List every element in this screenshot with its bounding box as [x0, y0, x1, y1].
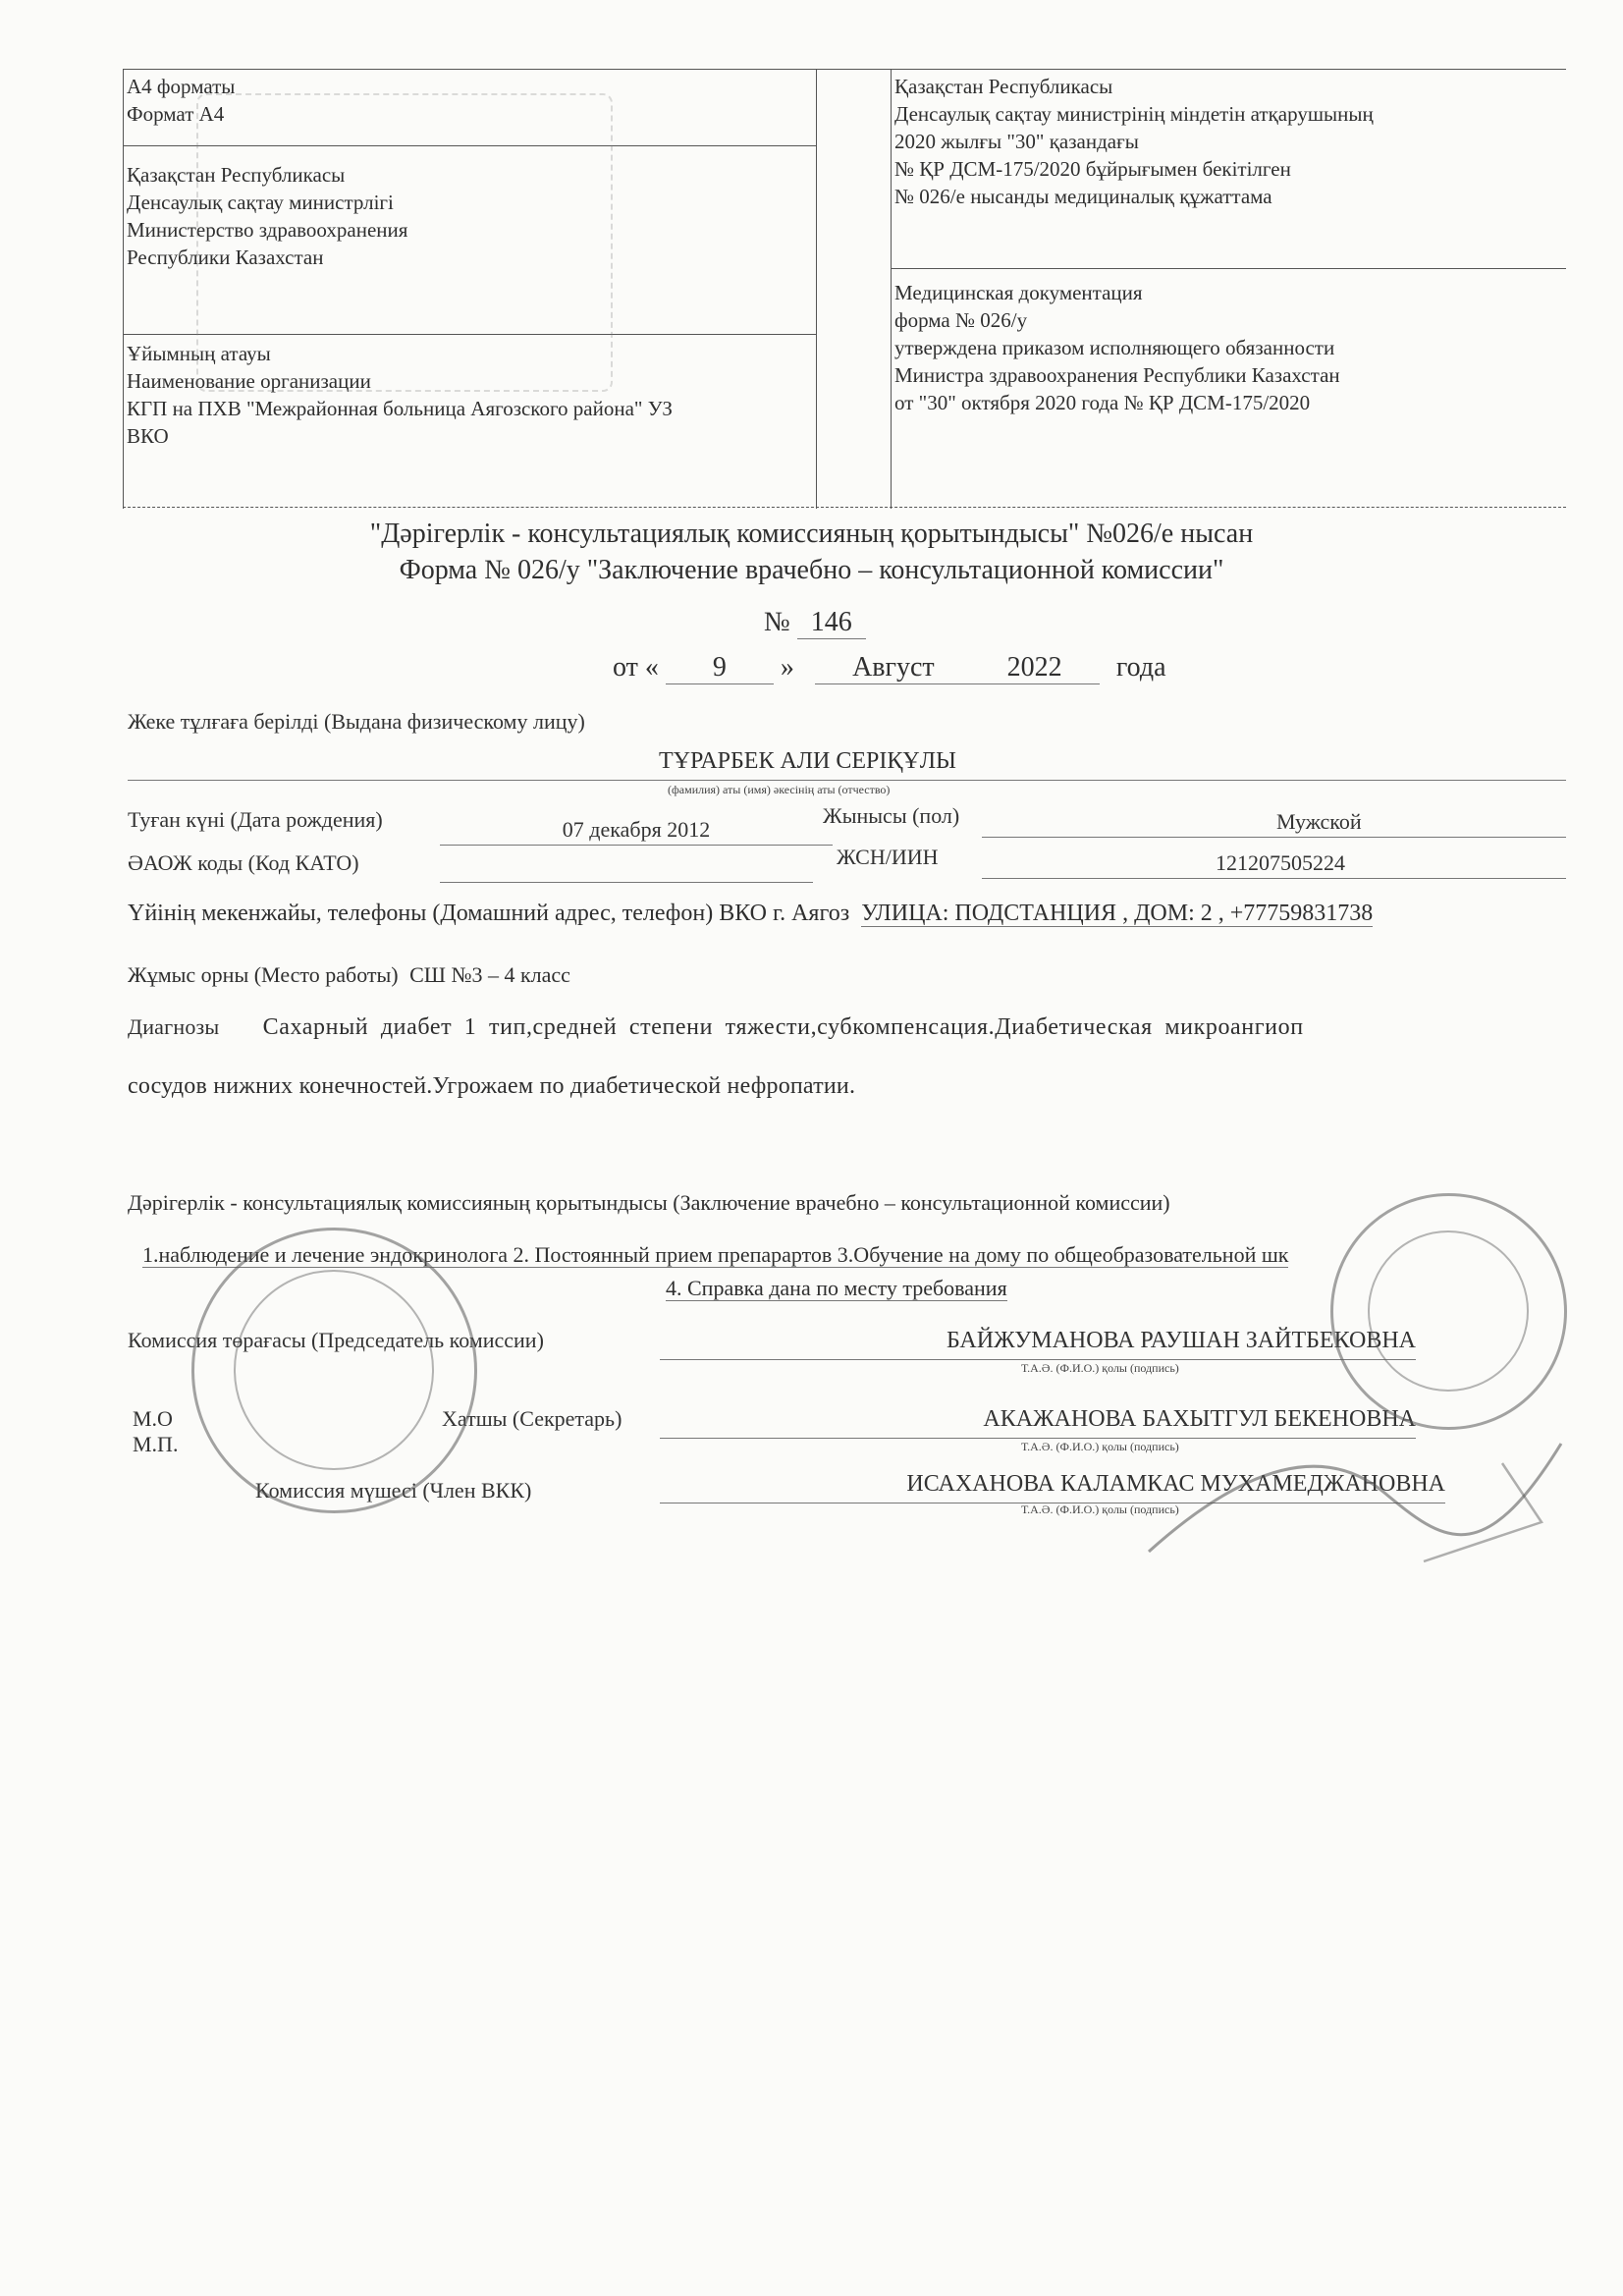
conclusion-line2	[666, 1276, 1007, 1301]
issued-label: Жеке тұлғаға берілді (Выдана физическому лицу)	[128, 709, 585, 734]
round-seal-right-inner	[1368, 1230, 1529, 1392]
conclusion-label: Дәрігерлік - консультациялық комиссияның қорытындысы (Заключение врачебно – консультационной комиссии)	[128, 1190, 1170, 1215]
format-kz: А4 форматы	[127, 75, 236, 98]
round-seal-left	[191, 1228, 477, 1513]
work-value: СШ №3 – 4 класс	[409, 962, 570, 987]
member-name: ИСАХАНОВА КАЛАМКАС МУХАМЕДЖАНОВНА	[906, 1471, 1445, 1497]
date-row	[613, 652, 1166, 684]
member-caption: Т.А.Ә. (Ф.И.О.) қолы (подпись)	[1021, 1503, 1179, 1516]
conclusion-text-2: 4. Справка дана по месту требования	[666, 1276, 1007, 1300]
sex-label: Жынысы (пол)	[823, 803, 960, 828]
org-name-line2: ВКО	[127, 424, 169, 448]
approval-kz-4: № ҚР ДСМ-175/2020 бұйрығымен бекітілген	[894, 157, 1291, 181]
signature-scribble	[1129, 1404, 1581, 1601]
approval-kz-3: 2020 жылғы "30" қазандағы	[894, 130, 1139, 153]
secretary-label: Хатшы (Секретарь)	[442, 1406, 622, 1431]
sex-value: Мужской	[1276, 809, 1362, 834]
number-label: №	[764, 607, 790, 637]
approval-ru-1: Медицинская документация	[894, 281, 1143, 304]
diagnosis-row	[128, 1014, 1566, 1041]
date-day: 9	[666, 652, 774, 684]
table-left-rule	[123, 69, 124, 509]
approval-kz-1: Қазақстан Республикасы	[894, 75, 1113, 98]
approval-ru-5: от "30" октября 2020 года № ҚР ДСМ-175/2020	[894, 391, 1311, 414]
chair-name: БАЙЖУМАНОВА РАУШАН ЗАЙТБЕКОВНА	[946, 1328, 1416, 1353]
mo-label: М.О	[133, 1406, 173, 1431]
table-mid-rule-2	[891, 69, 892, 509]
dob-label: Туған күні (Дата рождения)	[128, 807, 383, 832]
approval-kz-5: № 026/е нысанды медициналық құжаттама	[894, 185, 1272, 208]
form-title-kz: "Дәрігерлік - консультациялық комиссияның қорытындысы" №026/е нысан	[369, 519, 1254, 549]
mp-label: М.П.	[133, 1432, 179, 1456]
diagnosis-line1: Сахарный диабет 1 тип,средней степени тяжести,субкомпенсация.Диабетическая микроангиоп	[262, 1014, 1304, 1040]
patient-name-caption: (фамилия) аты (имя) әкесінің аты (отчество)	[668, 783, 891, 796]
org-label-kz: Ұйымның атауы	[127, 342, 271, 365]
org-name-line1: КГП на ПХВ "Межрайонная больница Аягозского района" УЗ	[127, 397, 673, 420]
diagnosis-line2: сосудов нижних конечностей.Угрожаем по диабетической нефропатии.	[128, 1073, 856, 1099]
date-mid: »	[780, 652, 794, 683]
work-label: Жұмыс орны (Место работы)	[128, 962, 399, 987]
right-row-rule-1	[891, 268, 1566, 269]
table-mid-rule-1	[816, 69, 817, 509]
republic-ru: Республики Казахстан	[127, 246, 324, 269]
iin-value: 121207505224	[1216, 850, 1345, 875]
address-label: Үйінің мекенжайы, телефоны (Домашний адрес, телефон) ВКО г. Аягоз	[128, 901, 850, 926]
approval-ru-4: Министра здравоохранения Республики Казахстан	[894, 363, 1340, 387]
date-month-year	[815, 652, 1100, 684]
approval-kz-cell	[894, 73, 1374, 210]
chair-label: Комиссия төрағасы (Председатель комиссии)	[128, 1328, 544, 1352]
work-row	[128, 962, 570, 988]
secretary-name: АКАЖАНОВА БАХЫТГУЛ БЕКЕНОВНА	[983, 1406, 1416, 1432]
address-value: УЛИЦА: ПОДСТАНЦИЯ , ДОМ: 2 , +77759831738	[861, 901, 1374, 926]
iin-field	[982, 850, 1566, 879]
table-bottom-rule	[123, 507, 1566, 508]
format-ru: Формат А4	[127, 102, 225, 126]
iin-label: ЖСН/ИИН	[837, 845, 939, 869]
diagnosis-label: Диагнозы	[128, 1014, 220, 1039]
sex-field	[982, 809, 1566, 838]
form-title-ru: Форма № 026/у "Заключение врачебно – консультационной комиссии"	[399, 555, 1224, 585]
approval-ru-cell	[894, 279, 1340, 416]
patient-name: ТҰРАРБЕК АЛИ СЕРІҚҰЛЫ	[659, 748, 956, 774]
table-top-rule	[123, 69, 1566, 70]
round-seal-left-inner	[234, 1270, 434, 1470]
date-suffix: года	[1115, 652, 1166, 683]
secretary-caption: Т.А.Ә. (Ф.И.О.) қолы (подпись)	[1021, 1440, 1179, 1453]
date-year: 2022	[1006, 652, 1062, 683]
address-row	[128, 901, 1373, 927]
member-label: Комиссия мүшесі (Член ВКК)	[255, 1478, 532, 1503]
ministry-kz: Денсаулық сақтау министрлігі	[127, 191, 394, 214]
ministry-ru: Министерство здравоохранения	[127, 218, 408, 242]
approval-ru-2: форма № 026/у	[894, 308, 1028, 332]
conclusion-text-1: 1.наблюдение и лечение эндокринолога 2. Постоянный прием препарартов 3.Обучение на дому по общеобразовательной шк	[142, 1242, 1289, 1267]
patient-name-field	[128, 748, 1566, 781]
org-label-ru: Наименование организации	[127, 369, 371, 393]
doc-number-row	[764, 607, 866, 639]
kato-label: ӘАОЖ коды (Код КАТО)	[128, 850, 359, 875]
dob-field	[440, 817, 833, 846]
approval-kz-2: Денсаулық сақтау министрінің міндетін атқарушының	[894, 102, 1374, 126]
chair-caption: Т.А.Ә. (Ф.И.О.) қолы (подпись)	[1021, 1361, 1179, 1375]
date-month: Август	[852, 652, 935, 683]
doc-number: 146	[797, 607, 866, 639]
header-stamp-faint	[196, 93, 613, 392]
date-prefix: от «	[613, 652, 659, 683]
approval-ru-3: утверждена приказом исполняющего обязанности	[894, 336, 1335, 359]
republic-kz: Қазақстан Республикасы	[127, 163, 346, 187]
kato-field	[440, 854, 813, 883]
chair-field	[660, 1328, 1416, 1360]
dob-value: 07 декабря 2012	[562, 817, 711, 842]
round-seal-right	[1330, 1193, 1567, 1430]
